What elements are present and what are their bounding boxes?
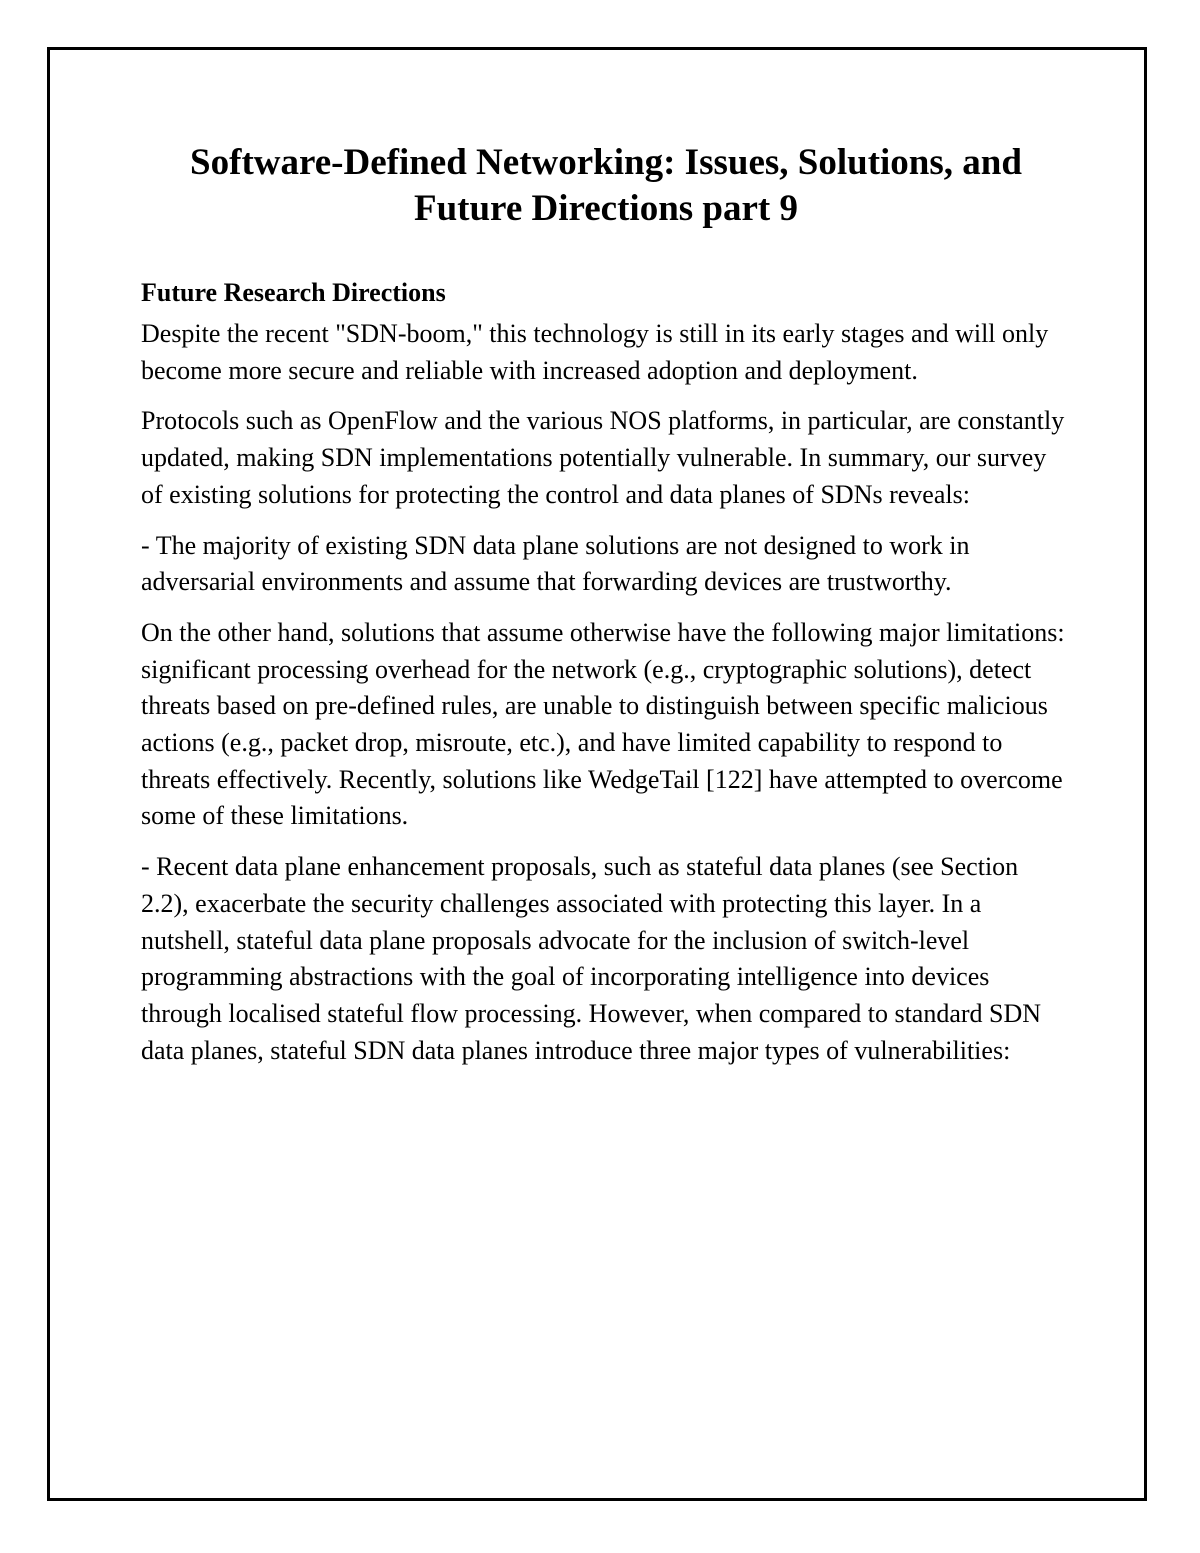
paragraph-list xyxy=(141,316,1071,1069)
paragraph-stateful-data-planes: - Recent data plane enhancement proposals, such as stateful data planes (see Section 2.2), exacerbate the security challenges associated with protecting this layer. In a nutshell, stateful data plane proposals advocate for the inclusion of switch-level programming abstractions with the goal of incorporating intelligence into devices through localised stateful flow processing. However, when compared to standard SDN data planes, stateful SDN data planes introduce three major types of vulnerabilities: xyxy=(141,852,1042,1065)
paragraph-protocols: Protocols such as OpenFlow and the various NOS platforms, in particular, are constantly updated, making SDN implementations potentially vulnerable. In summary, our survey of existing solutions for protecting the control and data planes of SDNs reveals: xyxy=(141,406,1065,509)
paragraph-data-plane-solutions: - The majority of existing SDN data plane solutions are not designed to work in adversarial environments and assume that forwarding devices are trustworthy. xyxy=(141,530,970,597)
document-body xyxy=(141,140,1071,1083)
section-heading: Future Research Directions xyxy=(141,278,446,307)
paragraph-intro: Despite the recent "SDN-boom," this technology is still in its early stages and will only become more secure and reliable with increased adoption and deployment. xyxy=(141,319,1049,385)
paragraph-limitations: On the other hand, solutions that assume otherwise have the following major limitations: significant processing overhead for the network (e.g., cryptographic solutions), detect threats based on pre-defined rules, are unable to distinguish between specific malicious actions (e.g., packet drop, misroute, etc.), and have limited capability to respond to threats effectively. Recently, solutions like WedgeTail [122] have attempted to overcome some of these limitations. xyxy=(141,617,1065,831)
document-title: Software-Defined Networking: Issues, Solutions, and Future Directions part 9 xyxy=(190,142,1022,229)
